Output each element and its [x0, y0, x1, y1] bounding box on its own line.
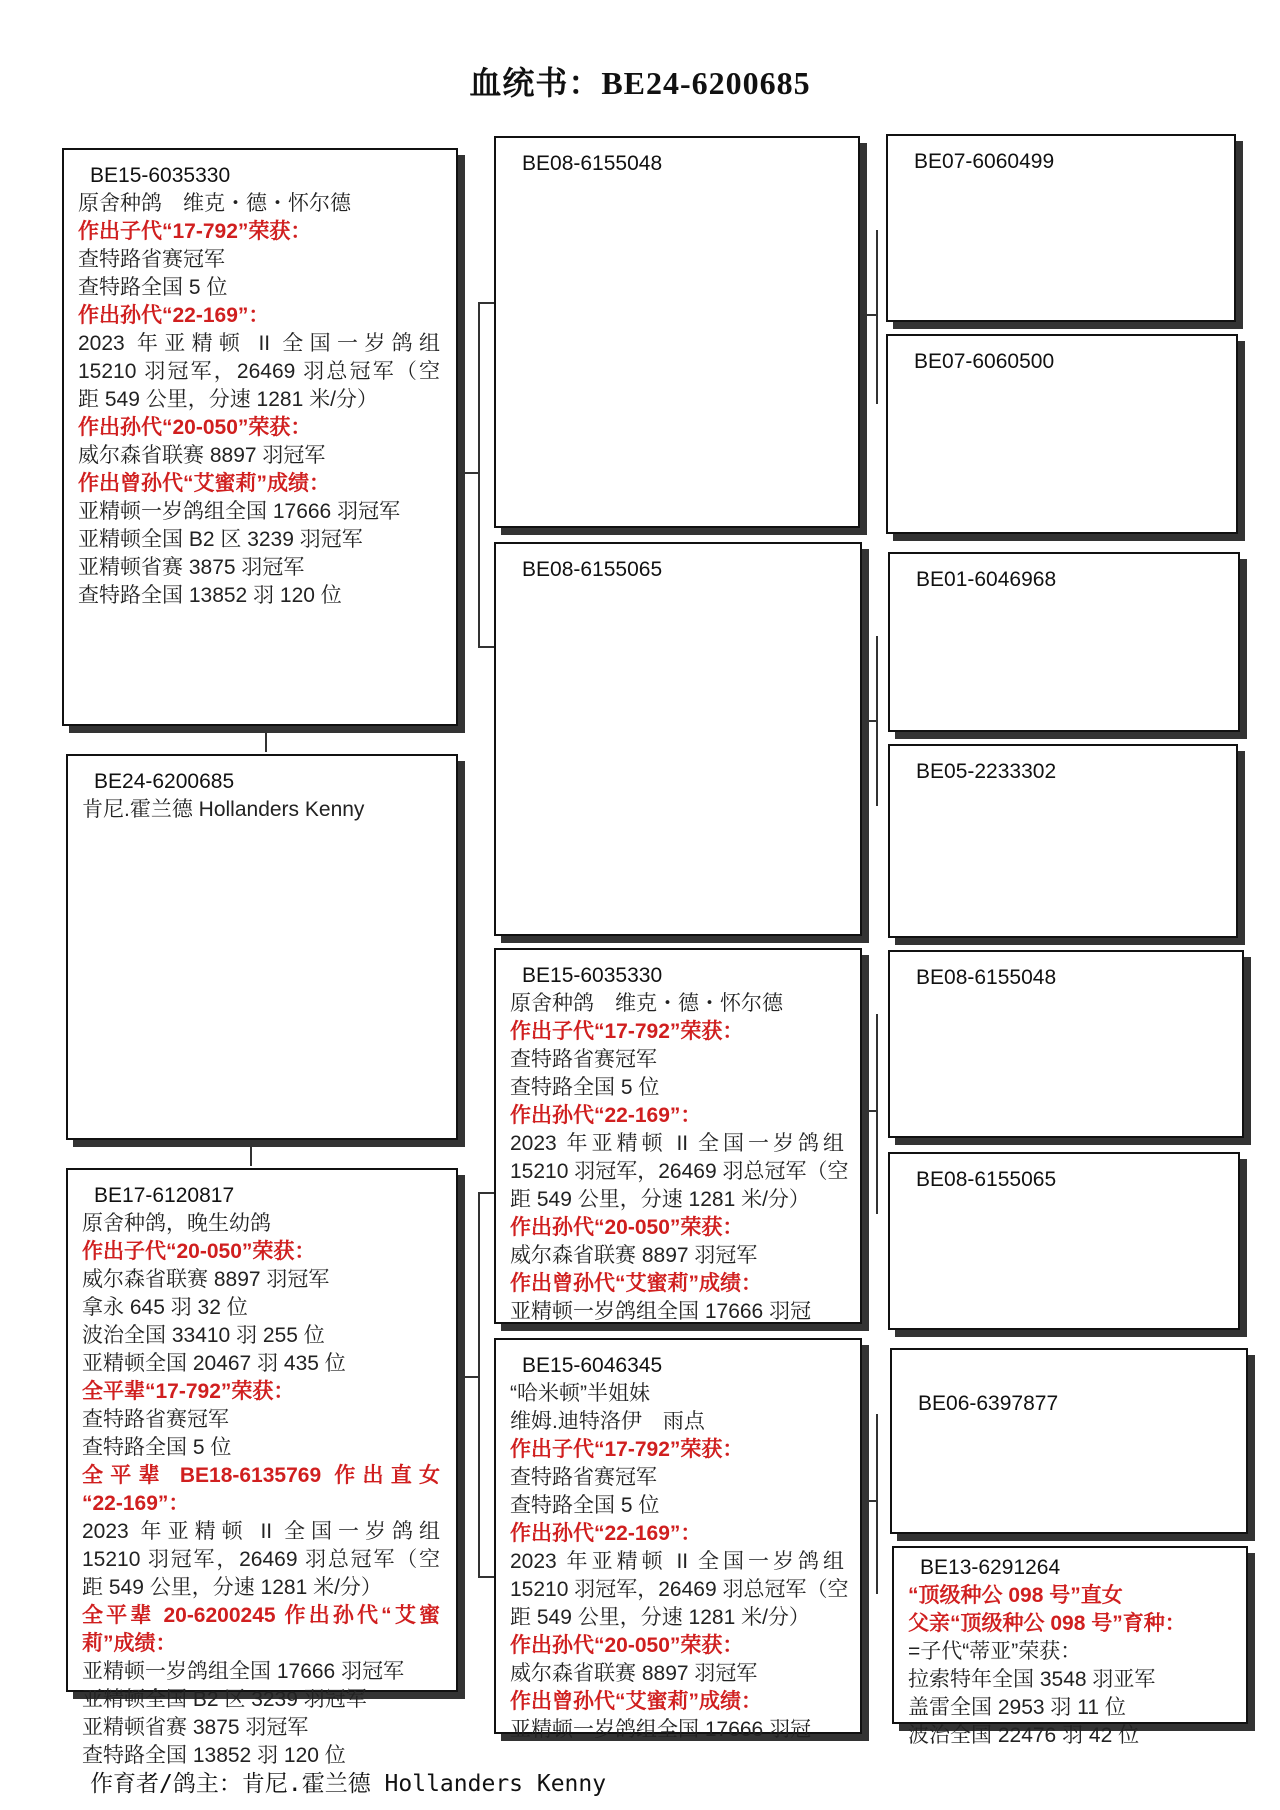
pedigree-line: 作出曾孙代“艾蜜莉”成绩： — [510, 1690, 762, 1713]
pedigree-line: 作出曾孙代“艾蜜莉”成绩： — [78, 472, 330, 495]
pedigree-line: 15210 羽冠军，26469 羽总冠军（空 — [78, 360, 440, 383]
pedigree-line: 2023 年亚精顿 II 全国一岁鸽组 — [510, 1132, 844, 1155]
connector-dam-parents — [478, 1192, 480, 1576]
pedigree-line: 亚精顿一岁鸽组全国 17666 羽冠军 — [78, 500, 401, 523]
pedigree-line: 维姆.迪特洛伊 雨点 — [510, 1410, 705, 1433]
pedigree-line: 查特路全国 5 位 — [510, 1494, 660, 1517]
pedigree-line: 全平辈 BE18-6135769 作出直女 — [82, 1464, 440, 1487]
pedigree-line: =子代“蒂亚”荣获： — [908, 1640, 1082, 1663]
sire-dam-dam-id: BE05-2233302 — [916, 760, 1057, 783]
pedigree-line: 查特路全国 13852 羽 120 位 — [78, 584, 342, 607]
pedigree-line: 父亲“顶级种公 098 号”育种： — [908, 1612, 1186, 1635]
sire-dam-id: BE08-6155065 — [522, 558, 663, 581]
dam-dam-box — [494, 1338, 862, 1741]
pedigree-line: 作出曾孙代“艾蜜莉”成绩： — [510, 1272, 762, 1295]
pedigree-line: 查特路全国 5 位 — [78, 276, 228, 299]
breeder-footer: 作育者/鸽主：肯尼.霍兰德 Hollanders Kenny — [90, 1771, 607, 1797]
connector-sire-subject — [265, 728, 267, 752]
pedigree-line: 作出子代“17-792”荣获： — [510, 1438, 744, 1461]
pedigree-line: 查特路省赛冠军 — [510, 1466, 657, 1489]
pedigree-line: 亚精顿全国 B2 区 3239 羽冠军 — [82, 1688, 367, 1711]
dam-sire-id: BE15-6035330 — [522, 964, 663, 987]
pedigree-line: 拉索特年全国 3548 羽亚军 — [908, 1668, 1156, 1691]
pedigree-line: 查特路全国 5 位 — [510, 1076, 660, 1099]
pedigree-line: 亚精顿省赛 3875 羽冠军 — [78, 556, 305, 579]
pedigree-line: 亚精顿一岁鸽组全国 17666 羽冠军 — [82, 1660, 405, 1683]
dam-dam-dam-id: BE13-6291264 — [920, 1556, 1061, 1579]
pedigree-line: 作出孙代“22-169”： — [510, 1522, 702, 1545]
pedigree-line: “22-169”： — [82, 1492, 190, 1515]
pedigree-line: 亚精顿全国 B2 区 3239 羽冠军 — [78, 528, 363, 551]
connector-sire-parents — [478, 302, 480, 648]
dam-dam-details — [510, 1380, 849, 1744]
dam-dam-sire-box — [890, 1348, 1248, 1534]
dam-details — [82, 1210, 440, 1770]
pedigree-line: 距 549 公里，分速 1281 米/分） — [510, 1606, 810, 1629]
pedigree-line: 查特路省赛冠军 — [82, 1408, 229, 1431]
pedigree-line: 威尔森省联赛 8897 羽冠军 — [82, 1268, 330, 1291]
pedigree-line: 波治全国 22476 羽 42 位 — [908, 1724, 1140, 1747]
dam-id: BE17-6120817 — [94, 1184, 235, 1207]
pedigree-line: 全平辈“17-792”荣获： — [82, 1380, 295, 1403]
connector-ss-parents-h — [862, 314, 878, 316]
subject-details — [82, 796, 440, 824]
pedigree-line: 波治全国 33410 羽 255 位 — [82, 1324, 325, 1347]
connector-dd-parents — [876, 1414, 878, 1594]
dam-sire-box — [494, 948, 862, 1324]
dam-dam-sire-id: BE06-6397877 — [918, 1392, 1059, 1415]
pedigree-line: 作出子代“17-792”荣获： — [78, 220, 312, 243]
dam-dam-dam-box — [892, 1546, 1248, 1747]
dam-sire-dam-id: BE08-6155065 — [916, 1168, 1057, 1191]
pedigree-line: 距 549 公里，分速 1281 米/分） — [510, 1188, 810, 1211]
connector-dam-parents-bot — [478, 1576, 494, 1578]
pedigree-line: 查特路省赛冠军 — [78, 248, 225, 271]
pedigree-line: 2023 年亚精顿 II 全国一岁鸽组 — [82, 1520, 440, 1543]
dam-dam-dam-details — [908, 1582, 1230, 1750]
pedigree-line: 查特路省赛冠军 — [510, 1048, 657, 1071]
connector-sire-parents-top — [478, 302, 494, 304]
connector-dd-parents-h — [862, 1500, 878, 1502]
pedigree-line: 作出子代“20-050”荣获： — [82, 1240, 316, 1263]
pedigree-line: 全平辈 20-6200245 作出孙代“艾蜜 — [82, 1604, 440, 1627]
pedigree-line: 2023 年亚精顿 II 全国一岁鸽组 — [510, 1550, 844, 1573]
pedigree-line: 作出孙代“20-050”荣获： — [510, 1634, 744, 1657]
pedigree-line: 拿永 645 羽 32 位 — [82, 1296, 248, 1319]
sire-details — [78, 190, 440, 610]
sire-dam-dam-box — [888, 744, 1238, 938]
connector-sd-parents-h — [862, 720, 878, 722]
pedigree-line: 2023 年亚精顿 II 全国一岁鸽组 — [78, 332, 440, 355]
dam-box — [66, 1168, 458, 1767]
pedigree-line: 作出孙代“20-050”荣获： — [78, 416, 312, 439]
pedigree-line: 距 549 公里，分速 1281 米/分） — [82, 1576, 382, 1599]
connector-ds-parents — [876, 1014, 878, 1214]
pedigree-line: 作出孙代“20-050”荣获： — [510, 1216, 744, 1239]
pedigree-line: 15210 羽冠军，26469 羽总冠军（空 — [82, 1548, 440, 1571]
sire-dam-box — [494, 542, 862, 936]
pedigree-line: 亚精顿一岁鸽组全国 17666 羽冠 — [510, 1300, 812, 1323]
dam-sire-details — [510, 990, 849, 1326]
sire-dam-sire-box — [888, 552, 1240, 732]
pedigree-line: 盖雷全国 2953 羽 11 位 — [908, 1696, 1126, 1719]
sire-sire-sire-id: BE07-6060499 — [914, 150, 1055, 173]
pedigree-line: 作出子代“17-792”荣获： — [510, 1020, 744, 1043]
pedigree-line: “顶级种公 098 号”直女 — [908, 1584, 1123, 1607]
sire-id: BE15-6035330 — [90, 164, 231, 187]
sire-dam-sire-id: BE01-6046968 — [916, 568, 1057, 591]
connector-subject-dam — [250, 1142, 252, 1166]
page-title: 血统书：BE24-6200685 — [469, 65, 811, 101]
pedigree-line: 查特路全国 5 位 — [82, 1436, 232, 1459]
pedigree-line: 作出孙代“22-169”： — [510, 1104, 702, 1127]
pedigree-line: 作出孙代“22-169”： — [78, 304, 270, 327]
pedigree-line: 亚精顿一岁鸽组全国 17666 羽冠 — [510, 1718, 812, 1741]
pedigree-line: 威尔森省联赛 8897 羽冠军 — [78, 444, 326, 467]
pedigree-line: 威尔森省联赛 8897 羽冠军 — [510, 1244, 758, 1267]
pedigree-line: 莉”成绩： — [82, 1632, 177, 1655]
connector-sire-parents-bot — [478, 646, 494, 648]
pedigree-line: 15210 羽冠军，26469 羽总冠军（空 — [510, 1578, 849, 1601]
pedigree-line: 威尔森省联赛 8897 羽冠军 — [510, 1662, 758, 1685]
subject-box — [66, 754, 458, 1140]
connector-dam-parents-h — [464, 1376, 480, 1378]
connector-dam-parents-top — [478, 1192, 494, 1194]
pedigree-line: 原舍种鸽，晚生幼鸽 — [82, 1212, 271, 1235]
dam-sire-sire-id: BE08-6155048 — [916, 966, 1057, 989]
sire-sire-dam-id: BE07-6060500 — [914, 350, 1055, 373]
dam-sire-dam-box — [888, 1152, 1240, 1330]
pedigree-line: “哈米顿”半姐妹 — [510, 1382, 650, 1405]
dam-sire-sire-box — [888, 950, 1244, 1138]
pedigree-line: 15210 羽冠军，26469 羽总冠军（空 — [510, 1160, 849, 1183]
sire-sire-sire-box — [886, 134, 1236, 322]
subject-id: BE24-6200685 — [94, 770, 235, 793]
connector-ss-parents — [876, 230, 878, 404]
dam-dam-id: BE15-6046345 — [522, 1354, 663, 1377]
pedigree-line: 原舍种鸽 维克・德・怀尔德 — [510, 992, 783, 1015]
pedigree-line: 肯尼.霍兰德 Hollanders Kenny — [82, 798, 365, 821]
pedigree-line: 原舍种鸽 维克・德・怀尔德 — [78, 192, 351, 215]
pedigree-line: 距 549 公里，分速 1281 米/分） — [78, 388, 378, 411]
connector-sire-parents-h — [464, 472, 480, 474]
sire-sire-id: BE08-6155048 — [522, 152, 663, 175]
sire-box — [62, 148, 458, 726]
sire-sire-dam-box — [886, 334, 1238, 534]
pedigree-line: 亚精顿全国 20467 羽 435 位 — [82, 1352, 346, 1375]
pedigree-line: 亚精顿省赛 3875 羽冠军 — [82, 1716, 309, 1739]
sire-sire-box — [494, 136, 860, 528]
pedigree-line: 查特路全国 13852 羽 120 位 — [82, 1744, 346, 1767]
connector-ds-parents-h — [862, 1110, 878, 1112]
